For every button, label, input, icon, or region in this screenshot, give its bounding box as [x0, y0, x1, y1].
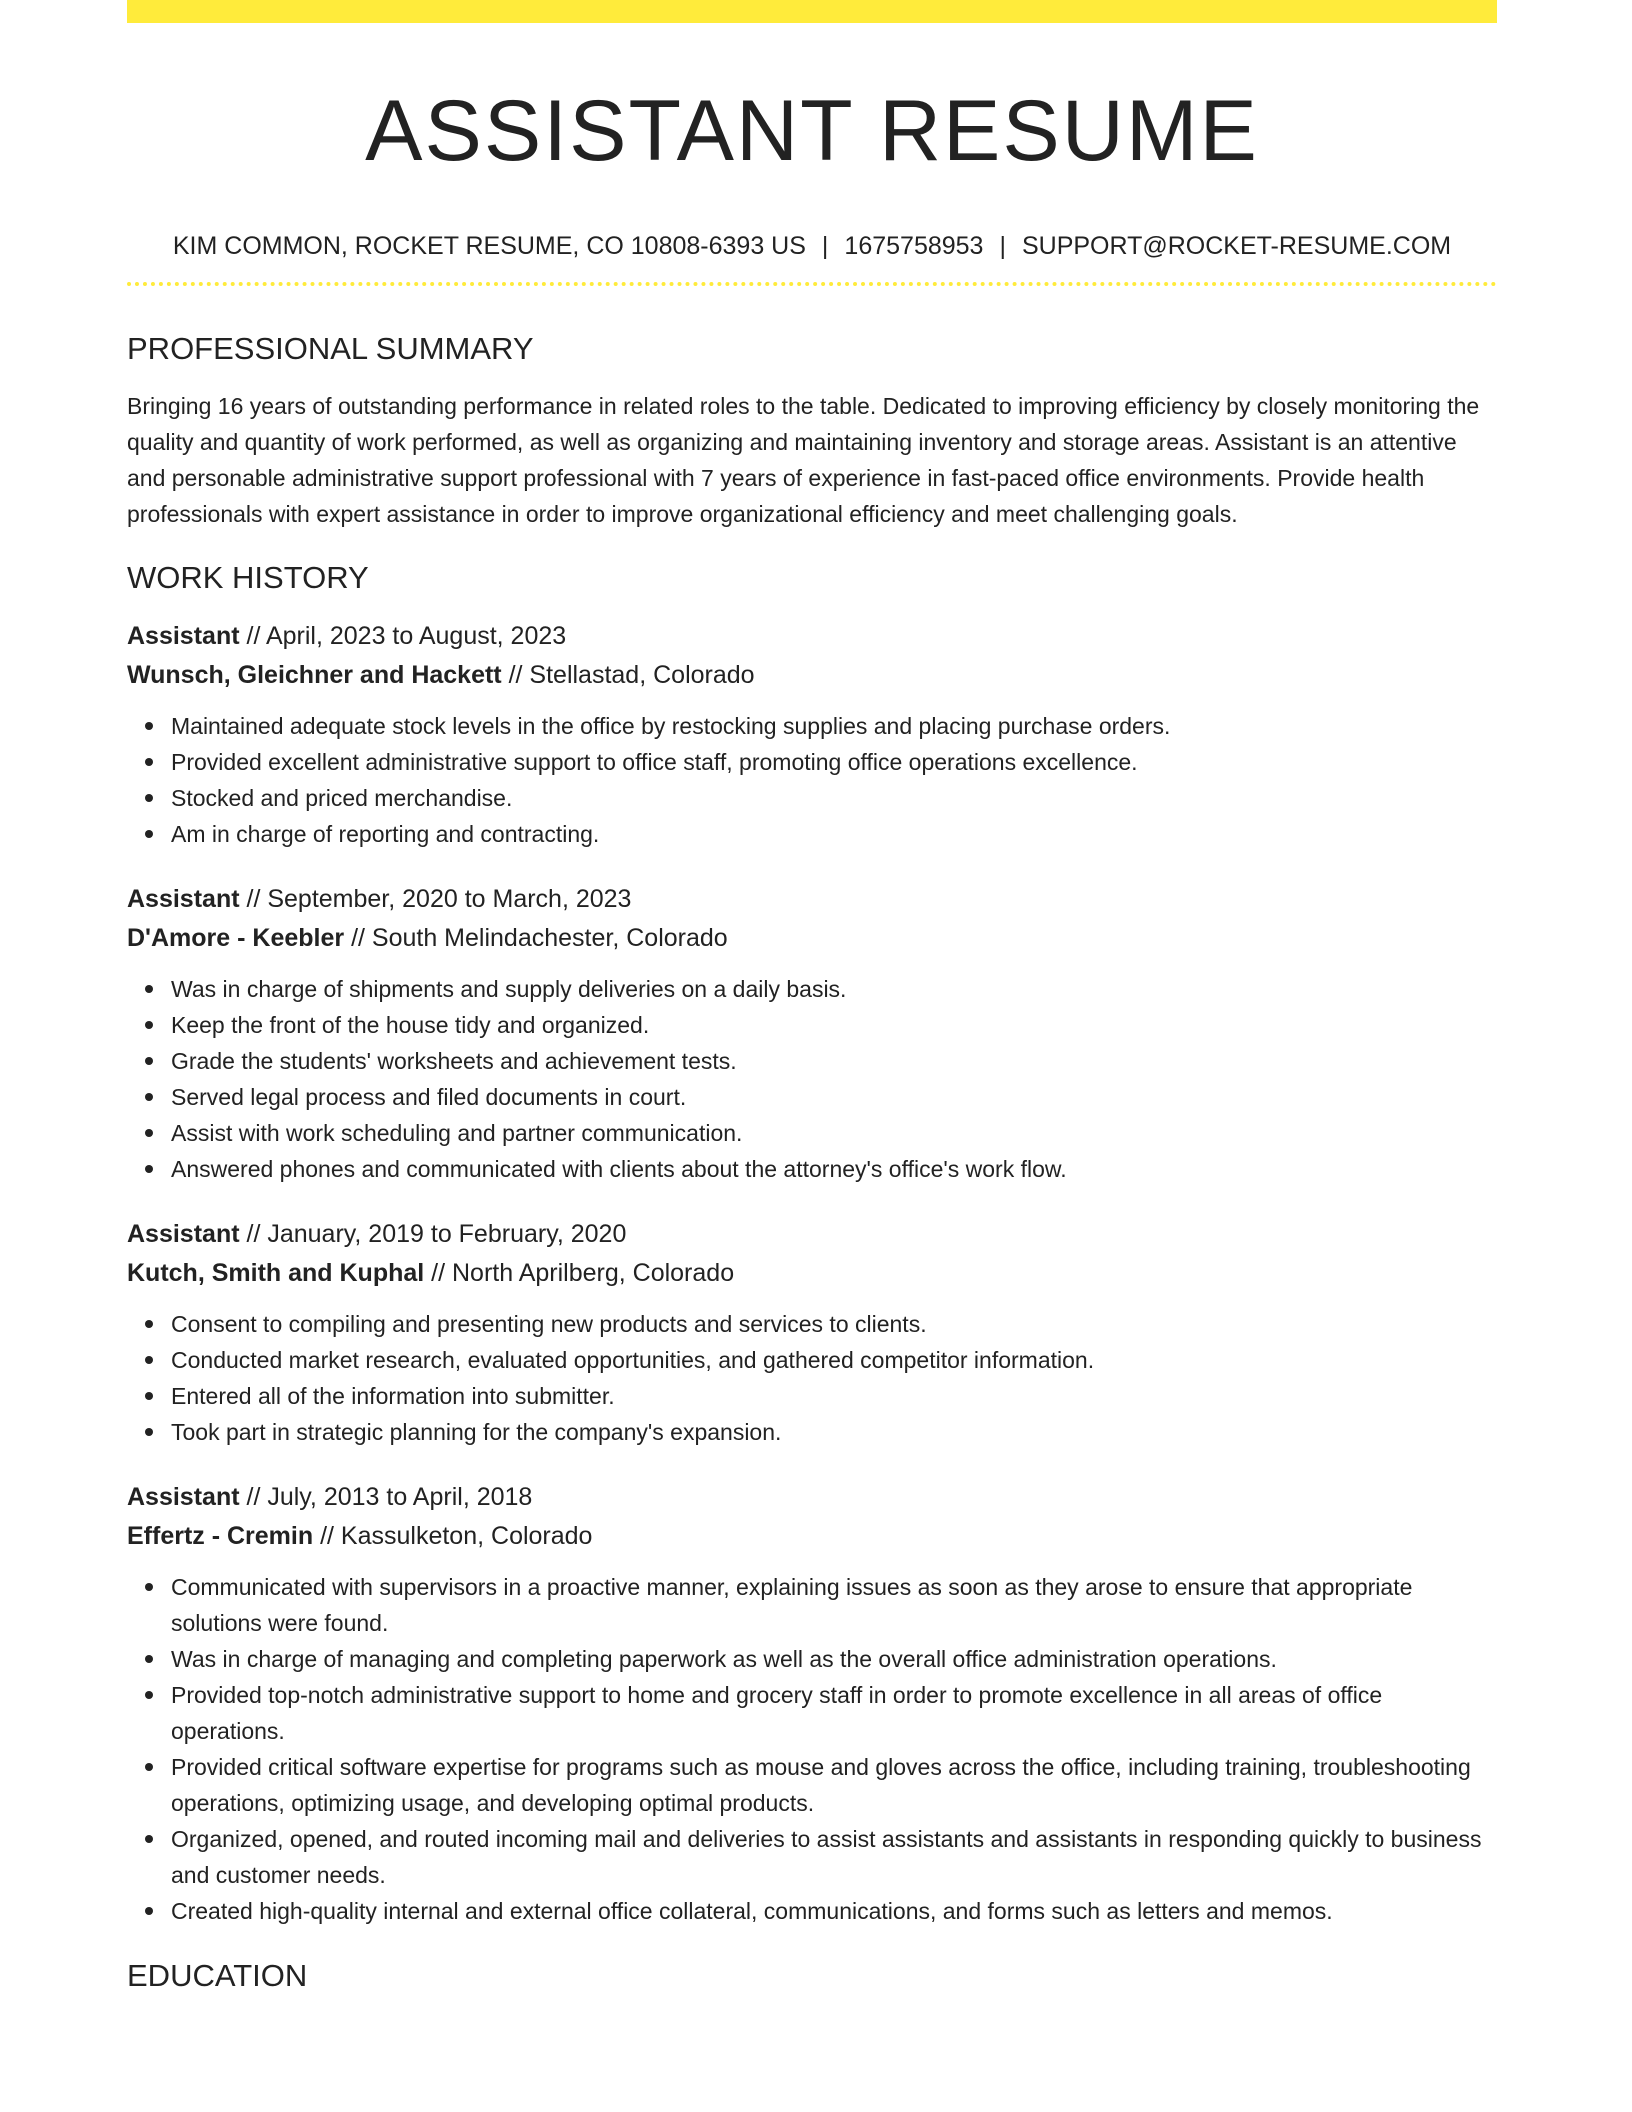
bullet-icon — [145, 1057, 153, 1065]
list-item: Conducted market research, evaluated opportunities, and gathered competitor information. — [171, 1342, 1497, 1378]
job-location: // North Aprilberg, Colorado — [424, 1259, 735, 1287]
list-item: Created high-quality internal and external office collateral, communications, and forms such as letters and memos. — [171, 1893, 1497, 1929]
work-history-heading: WORK HISTORY — [127, 560, 369, 595]
list-item: Keep the front of the house tidy and organized. — [171, 1007, 1497, 1043]
contact-line — [127, 229, 1497, 263]
contact-phone: 1675758953 — [844, 232, 984, 260]
list-item: Am in charge of reporting and contracting. — [171, 816, 1497, 852]
accent-top-bar — [127, 0, 1497, 23]
contact-email: SUPPORT@ROCKET-RESUME.COM — [1021, 232, 1452, 260]
list-item: Took part in strategic planning for the company's expansion. — [171, 1414, 1497, 1450]
bullet-icon — [145, 1583, 153, 1591]
job-company: Effertz - Cremin — [127, 1522, 314, 1550]
job-bullets — [127, 971, 1497, 1187]
job-title: Assistant — [127, 885, 240, 913]
job-company-line — [127, 1517, 1497, 1556]
job-bullets — [127, 1569, 1497, 1929]
job-dates: // January, 2019 to February, 2020 — [239, 1220, 627, 1248]
list-item: Provided critical software expertise for programs such as mouse and gloves across the office, including training, troubleshooting operations, optimizing usage, and developing optimal products. — [171, 1749, 1497, 1821]
list-item: Maintained adequate stock levels in the office by restocking supplies and placing purchase orders. — [171, 708, 1497, 744]
job-title: Assistant — [127, 1220, 240, 1248]
job-location: // Kassulketon, Colorado — [313, 1522, 593, 1550]
job-entry — [127, 1478, 1497, 1929]
job-title: Assistant — [127, 622, 240, 650]
resume-title: ASSISTANT RESUME — [365, 83, 1259, 179]
list-item: Was in charge of shipments and supply deliveries on a daily basis. — [171, 971, 1497, 1007]
job-location: // Stellastad, Colorado — [501, 661, 755, 689]
bullet-icon — [145, 1907, 153, 1915]
job-entry — [127, 880, 1497, 1187]
job-dates: // September, 2020 to March, 2023 — [239, 885, 632, 913]
list-item: Served legal process and filed documents in court. — [171, 1079, 1497, 1115]
summary-heading: PROFESSIONAL SUMMARY — [127, 331, 534, 366]
job-title-line — [127, 1478, 1497, 1517]
job-entry — [127, 1215, 1497, 1450]
job-company: D'Amore - Keebler — [127, 924, 345, 952]
job-title-line — [127, 617, 1497, 656]
list-item: Entered all of the information into submitter. — [171, 1378, 1497, 1414]
bullet-icon — [145, 1129, 153, 1137]
job-company-line — [127, 656, 1497, 695]
bullet-icon — [145, 1320, 153, 1328]
resume-page — [127, 0, 1497, 2112]
bullet-icon — [145, 1763, 153, 1771]
bullet-icon — [145, 1428, 153, 1436]
list-item: Organized, opened, and routed incoming mail and deliveries to assist assistants and assistants in responding quickly to business and customer needs. — [171, 1821, 1497, 1893]
contact-address: KIM COMMON, ROCKET RESUME, CO 10808-6393 US — [172, 232, 806, 260]
job-dates: // April, 2023 to August, 2023 — [239, 622, 567, 650]
list-item: Communicated with supervisors in a proactive manner, explaining issues as soon as they arose to ensure that appropriate solutions were found. — [171, 1569, 1497, 1641]
list-item: Grade the students' worksheets and achievement tests. — [171, 1043, 1497, 1079]
education-heading: EDUCATION — [127, 1958, 308, 1993]
job-bullets — [127, 1306, 1497, 1450]
bullet-icon — [145, 1021, 153, 1029]
contact-separator: | — [999, 232, 1006, 260]
summary-text: Bringing 16 years of outstanding performance in related roles to the table. Dedicated to improving efficiency by closely monitoring the quality and quantity of work performed, as well as organizing and maintaining inventory and storage areas. Assistant is an attentive and personable administrative support professional with 7 years of experience in fast-paced office environments. Provide health professionals with expert assistance in order to improve organizational efficiency and meet challenging goals. — [127, 393, 1480, 527]
job-location: // South Melindachester, Colorado — [344, 924, 728, 952]
job-bullets — [127, 708, 1497, 852]
job-company: Wunsch, Gleichner and Hackett — [127, 661, 502, 689]
bullet-icon — [145, 1165, 153, 1173]
job-title-line — [127, 1215, 1497, 1254]
list-item: Answered phones and communicated with clients about the attorney's office's work flow. — [171, 1151, 1497, 1187]
dotted-divider — [127, 282, 1497, 286]
bullet-icon — [145, 830, 153, 838]
list-item: Assist with work scheduling and partner communication. — [171, 1115, 1497, 1151]
list-item: Provided top-notch administrative support to home and grocery staff in order to promote excellence in all areas of office operations. — [171, 1677, 1497, 1749]
job-dates: // July, 2013 to April, 2018 — [239, 1483, 533, 1511]
list-item: Was in charge of managing and completing paperwork as well as the overall office administration operations. — [171, 1641, 1497, 1677]
bullet-icon — [145, 722, 153, 730]
job-company: Kutch, Smith and Kuphal — [127, 1259, 425, 1287]
contact-separator: | — [821, 232, 829, 260]
list-item: Consent to compiling and presenting new products and services to clients. — [171, 1306, 1497, 1342]
bullet-icon — [145, 1835, 153, 1843]
job-company-line — [127, 1254, 1497, 1293]
bullet-icon — [145, 1093, 153, 1101]
bullet-icon — [145, 1356, 153, 1364]
job-company-line — [127, 919, 1497, 958]
bullet-icon — [145, 1691, 153, 1699]
job-title: Assistant — [127, 1483, 240, 1511]
job-entry — [127, 617, 1497, 852]
list-item: Provided excellent administrative support to office staff, promoting office operations excellence. — [171, 744, 1497, 780]
bullet-icon — [145, 1392, 153, 1400]
bullet-icon — [145, 985, 153, 993]
bullet-icon — [145, 1655, 153, 1663]
bullet-icon — [145, 758, 153, 766]
job-title-line — [127, 880, 1497, 919]
bullet-icon — [145, 794, 153, 802]
list-item: Stocked and priced merchandise. — [171, 780, 1497, 816]
